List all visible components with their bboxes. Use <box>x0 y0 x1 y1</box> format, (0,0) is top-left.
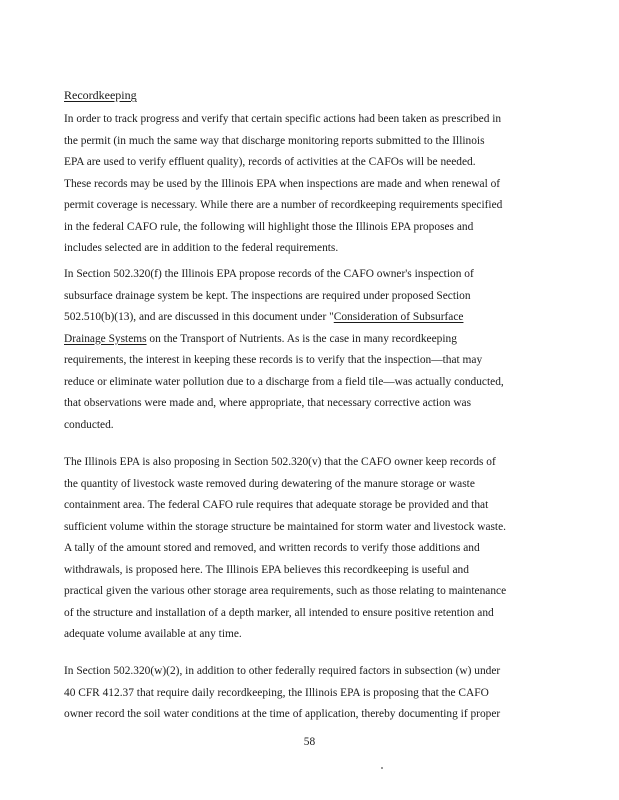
paragraph-livestock-waste <box>64 452 534 646</box>
underlined-reference: Consideration of Subsurface <box>333 311 464 323</box>
text-line: of the structure and installation of a depth marker, all intended to ensure positive retention and <box>64 606 494 619</box>
text-line: the permit (in much the same way that discharge monitoring reports submitted to the Illinois <box>64 134 485 147</box>
text-line: The Illinois EPA is also proposing in Section 502.320(v) that the CAFO owner keep records of <box>64 456 496 468</box>
line-segment: 502.510(b)(13), and are discussed in this document under " <box>64 311 334 323</box>
text-line <box>64 329 534 351</box>
scan-speck <box>381 767 383 769</box>
text-line: 40 CFR 412.37 that require daily recordkeeping, the Illinois EPA is proposing that the CAFO <box>64 686 489 699</box>
line-segment: on the Transport of Nutrients. As is the case in many recordkeeping <box>146 332 457 345</box>
text-line: In Section 502.320(w)(2), in addition to other federally required factors in subsection (w) under <box>64 665 501 677</box>
paragraph-subsurface-drainage <box>64 264 534 436</box>
text-line: the quantity of livestock waste removed during dewatering of the manure storage or waste <box>64 477 475 490</box>
paragraph-soil-water <box>64 661 534 726</box>
text-line: A tally of the amount stored and removed, and written records to verify those additions and <box>64 542 480 554</box>
text-line: sufficient volume within the storage structure be maintained for storm water and livestock waste. <box>64 520 506 533</box>
text-line: practical given the various other storage area requirements, such as those relating to maintenance <box>64 585 507 597</box>
paragraph-recordkeeping-intro <box>64 109 534 260</box>
text-line: adequate volume available at any time. <box>64 628 242 640</box>
text-line: conducted. <box>64 418 114 431</box>
text-line: containment area. The federal CAFO rule requires that adequate storage be provided and that <box>64 499 489 511</box>
text-line: in the federal CAFO rule, the following will highlight those the Illinois EPA proposes and <box>64 220 474 233</box>
text-line <box>64 307 534 329</box>
text-line: that observations were made and, where appropriate, that necessary corrective action was <box>64 397 472 409</box>
text-line: permit coverage is necessary. While there are a number of recordkeeping requirements specified <box>64 199 503 211</box>
text-line: owner record the soil water conditions at the time of application, thereby documenting if proper <box>64 708 501 720</box>
text-line: In order to track progress and verify that certain specific actions had been taken as prescribed in <box>64 113 502 125</box>
text-line: In Section 502.320(f) the Illinois EPA propose records of the CAFO owner's inspection of <box>64 268 474 280</box>
text-line: These records may be used by the Illinois EPA when inspections are made and when renewal of <box>64 177 501 190</box>
section-heading: Recordkeeping <box>64 88 137 102</box>
text-line: subsurface drainage system be kept. The inspections are required under proposed Section <box>64 289 471 302</box>
text-line: includes selected are in addition to the federal requirements. <box>64 242 339 254</box>
text-line: EPA are used to verify effluent quality), records of activities at the CAFOs will be needed. <box>64 156 476 168</box>
underlined-reference: Drainage Systems <box>64 332 147 345</box>
text-line: requirements, the interest in keeping these records is to verify that the inspection—that may <box>64 354 483 366</box>
text-line: reduce or eliminate water pollution due to a discharge from a field tile—was actually conducted, <box>64 375 504 388</box>
page-number: 58 <box>303 736 316 748</box>
text-line: withdrawals, is proposed here. The Illinois EPA believes this recordkeeping is useful and <box>64 563 469 576</box>
